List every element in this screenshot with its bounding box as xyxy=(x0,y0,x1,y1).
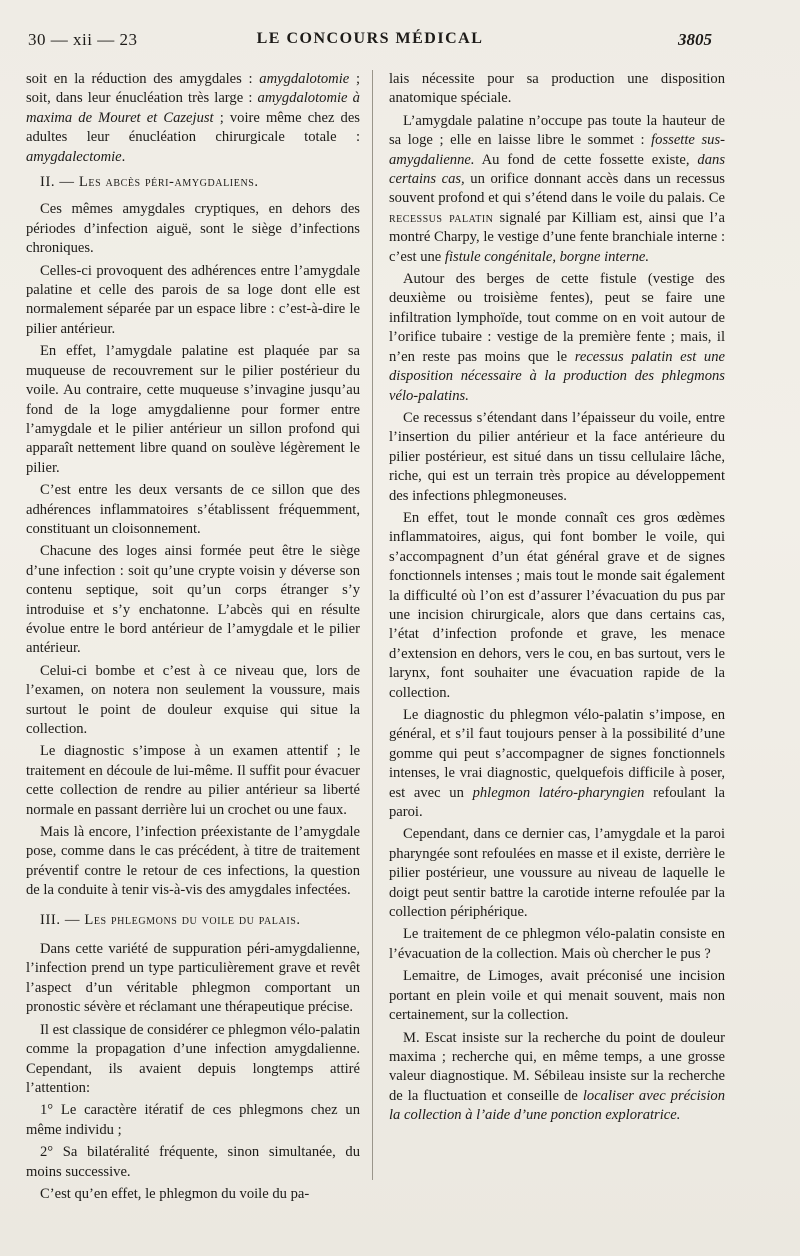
paragraph: Il est classique de considérer ce phlegmon vélo-palatin comme la propagation d’une infection amygdalienne. Cependant, ils avaient depuis longtemps attiré l’attention: xyxy=(26,1021,360,1096)
list-item: 1° Le caractère itératif de ces phlegmons chez un même individu ; xyxy=(26,1102,360,1138)
paragraph: Ces mêmes amygdales cryptiques, en dehors des périodes d’infection aiguë, sont le siège d’infections chroniques. xyxy=(26,201,360,257)
paragraph: Cependant, dans ce dernier cas, l’amygdale et la paroi pharyngée sont refoulées en masse et il existe, derrière le pilier postérieur, une voussure au niveau de laquelle le doigt peut sentir battre la carotide interne refoulée par la collection périphérique. xyxy=(389,826,725,921)
paragraph: C’est qu’en effet, le phlegmon du voile du pa- xyxy=(40,1185,310,1202)
paragraph: Lemaitre, de Limoges, avait préconisé une incision portant en plein voile et qui menait souvent, mais non certainement, sur la collection. xyxy=(389,968,725,1024)
paragraph: Le diagnostic s’impose à un examen attentif ; le traitement en découle de lui-même. Il suffit pour évacuer cette collection de rendre au pilier antérieur sa liberté normale en passant derrière lui un crochet ou une faux. xyxy=(26,743,360,818)
paragraph: En effet, l’amygdale palatine est plaquée par sa muqueuse de recouvrement sur le pilier postérieur du voile. Au contraire, cette muqueuse s’invagine jusqu’au fond de la loge amygdalienne pour former entre l’amygdale et le pilier antérieur un sillon profond qui apparaît nettement libre quand on soulève légèrement le pilier. xyxy=(26,343,360,476)
list-item: 2° Sa bilatéralité fréquente, sinon simultanée, du moins successive. xyxy=(26,1144,360,1180)
paragraph: Mais là encore, l’infection préexistante de l’amygdale pose, comme dans le cas précédent, à titre de traitement préventif contre le retour de ces infections, la question de la conduite à tenir vis-à-vis des amygdales infectées. xyxy=(26,824,360,899)
section-heading-3: III. — Les phlegmons du voile du palais. xyxy=(40,911,301,928)
column-divider xyxy=(372,70,373,1180)
paragraph: Le traitement de ce phlegmon vélo-palatin consiste en l’évacuation de la collection. Mais où chercher le pus ? xyxy=(389,926,725,962)
paragraph: En effet, tout le monde connaît ces gros œdèmes inflammatoires, aigus, qui font bomber le voile, qui s’accompagnent d’un état général grave et de signes fonctionnels intenses ; mais tout le monde sait également la difficulté où l’on est d’assurer l’évacuation du pus par une incision chirurgicale, alors que dans certains cas, l’état d’infection profonde et grave, les menace d’extension en dehors, vers le cou, en bas surtout, vers le larynx, font souhaiter une évacuation rapide de la collection. xyxy=(389,509,725,701)
right-column xyxy=(389,70,725,1220)
paragraph: Autour des berges de cette fistule (vestige des deuxième ou troisième fentes), peut se faire une infiltration lymphoïde, tout comme on en voit autour de l’orifice tubaire : vestige de la première fente ; mais, il n’en reste pas moins que le recessus palatin est une disposition nécessaire à la production des phlegmons vélo-palatins. xyxy=(389,271,726,404)
paragraph: L’amygdale palatine n’occupe pas toute la hauteur de sa loge ; elle en laisse libre le sommet : fossette sus-amygdalienne. Au fond de cette fossette existe, dans certains cas, un orifice donnant accès dans un recessus souvent profond et qui s’étend dans le voile du palais. Ce recessus palatin signalé par Killiam est, ainsi que l’a montré Charpy, le vestige d’une fente branchiale interne : c’est une fistule congénitale, borgne interne. xyxy=(389,112,726,265)
running-header xyxy=(28,30,712,60)
paragraph: Celui-ci bombe et c’est à ce niveau que, lors de l’examen, on notera non seulement la voussure, mais surtout le point de douleur exquise qui situe la collection. xyxy=(26,662,360,737)
paragraph: M. Escat insiste sur la recherche du point de douleur maxima ; recherche qui, en même temps, a une grosse valeur diagnostique. M. Sébileau insiste sur la recherche de la fluctuation et conseille de localiser avec précision la collection à l’aide d’une ponction exploratrice. xyxy=(389,1029,726,1124)
paragraph: lais nécessite pour sa production une disposition anatomique spéciale. xyxy=(389,71,725,107)
paragraph: Celles-ci provoquent des adhérences entre l’amygdale palatine et celle des parois de sa loge dont elle est normalement séparée par un espace libre : c’est-à-dire le pilier antérieur. xyxy=(26,262,360,337)
section-heading-2: II. — Les abcès péri-amygdaliens. xyxy=(40,174,259,191)
paragraph: C’est entre les deux versants de ce sillon que des adhérences inflammatoires s’établissent fréquemment, constituant un cloisonnement. xyxy=(26,482,360,537)
paragraph: soit en la réduction des amygdales : amygdalotomie ; soit, dans leur énucléation très large : amygdalotomie à maxima de Mouret et Cazejust ; voire même chez des adultes leur énucléation chirurgicale totale : amygdalectomie. xyxy=(26,71,360,165)
issue-date: 30 — xii — 23 xyxy=(28,30,138,49)
paragraph: Dans cette variété de suppuration péri-amygdalienne, l’infection prend un type particulièrement grave et revêt l’aspect d’un véritable phlegmon comportant un pronostic sévère et réclamant une thérapeutique précise. xyxy=(26,941,360,1016)
left-column xyxy=(26,70,360,1220)
paragraph: Ce recessus s’étendant dans l’épaisseur du voile, entre l’insertion du pilier antérieur et la face antérieure du pilier postérieur, est situé dans un tissu cellulaire lâche, riche, qui est un terrain très propice au développement des infections phlegmoneuses. xyxy=(389,409,725,504)
paragraph: Le diagnostic du phlegmon vélo-palatin s’impose, en général, et s’il faut toujours penser à la possibilité d’une gomme qui peut s’accompagner de signes fonctionnels intenses, le vrai diagnostic, quelquefois difficile à poser, est avec un phlegmon latéro-pharyngien refoulant la paroi. xyxy=(389,707,726,821)
journal-title: LE CONCOURS MÉDICAL xyxy=(256,30,484,47)
paragraph: Chacune des loges ainsi formée peut être le siège d’une infection : soit qu’une crypte voisin y déverse son contenu septique, soit qu’un corps étranger s’y introduise et s’y enchatonne. L’abcès qui en résulte évolue entre le bord antérieur de l’amygdale et le pilier antérieur. xyxy=(26,543,360,657)
page-number: 3805 xyxy=(678,30,712,49)
